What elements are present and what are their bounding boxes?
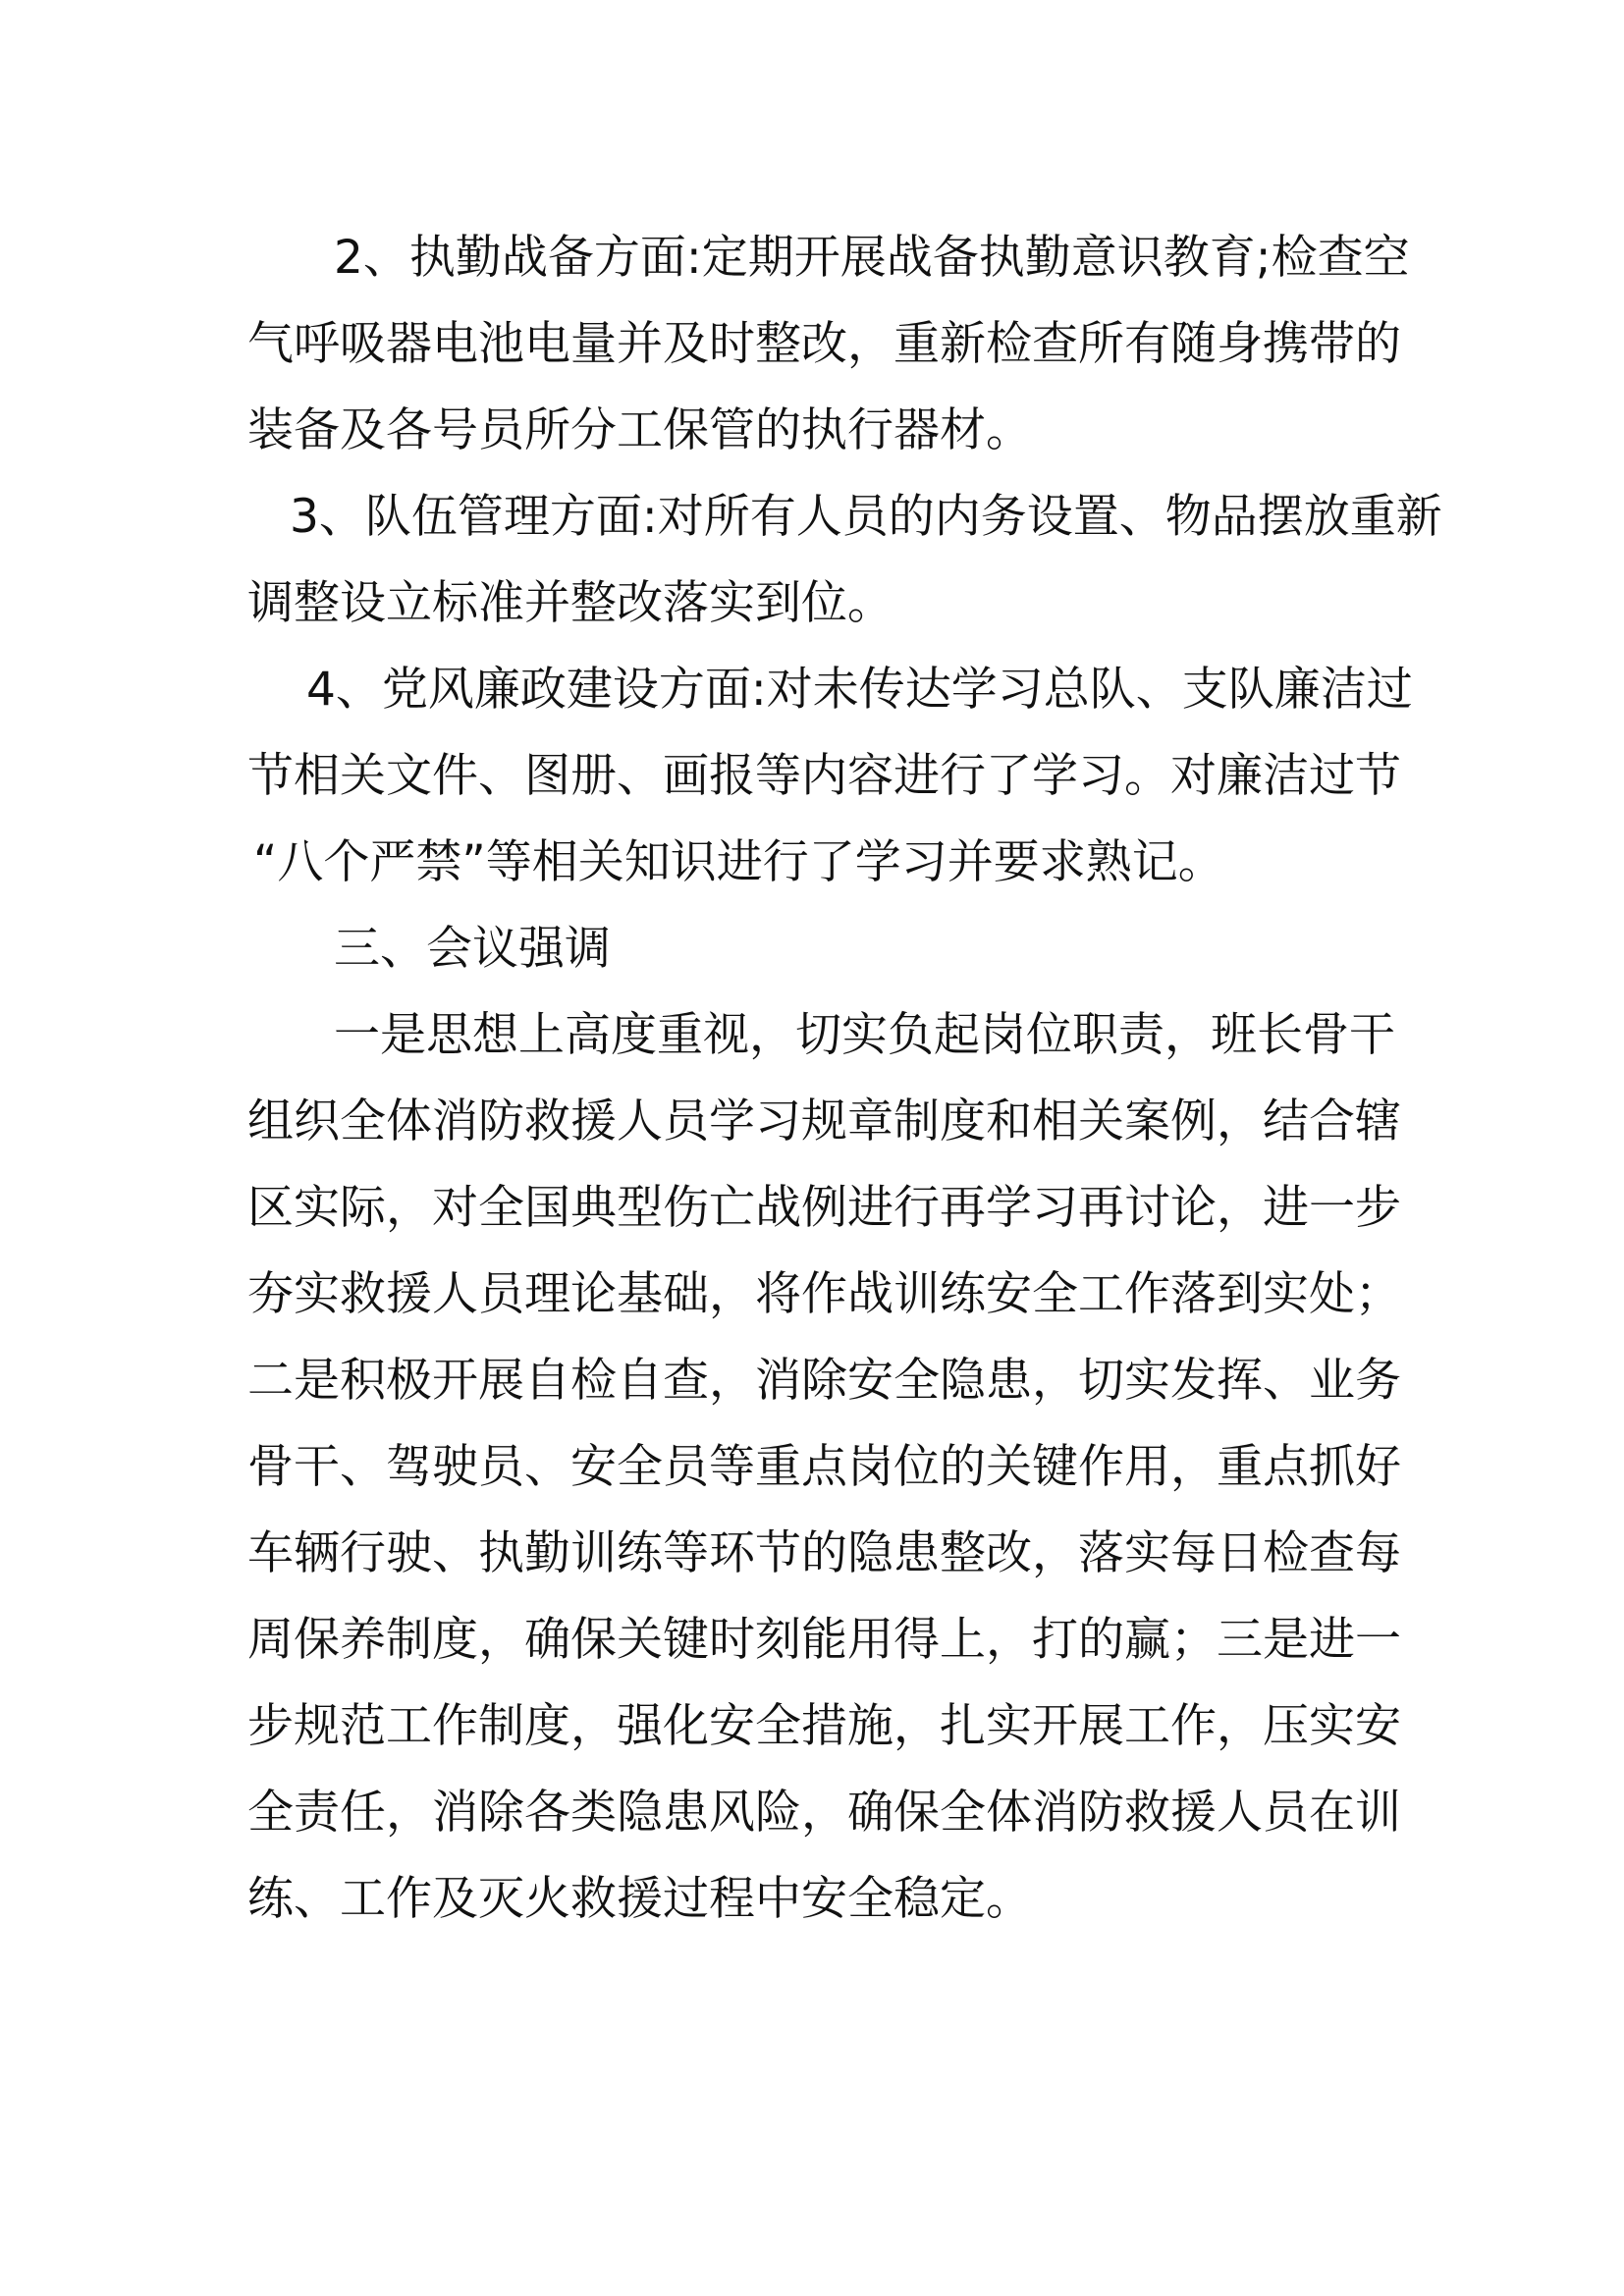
paragraph-line: 练、工作及灭火救援过程中安全稳定。 — [247, 1872, 1032, 1926]
paragraph-line: 节相关文件、图册、画报等内容进行了学习。对廉洁过节 — [247, 749, 1401, 803]
paragraph-line: 4、党风廉政建设方面:对未传达学习总队、支队廉洁过 — [306, 663, 1413, 717]
paragraph-line: “八个严禁”等相关知识进行了学习并要求熟记。 — [253, 835, 1224, 889]
paragraph-line: 气呼吸器电池电量并及时整改，重新检查所有随身携带的 — [247, 317, 1401, 371]
paragraph-line: 3、队伍管理方面:对所有人员的内务设置、物品摆放重新 — [290, 490, 1442, 544]
paragraph-line: 装备及各号员所分工保管的执行器材。 — [247, 403, 1032, 457]
paragraph-line: 2、执勤战备方面:定期开展战备执勤意识教育;检查空 — [334, 231, 1410, 285]
paragraph-line: 二是积极开展自检自查，消除安全隐患，切实发挥、业务 — [247, 1354, 1401, 1408]
paragraph-line: 周保养制度，确保关键时刻能用得上，打的赢；三是进一 — [247, 1613, 1401, 1667]
paragraph-line: 组织全体消防救援人员学习规章制度和相关案例，结合辖 — [247, 1095, 1401, 1148]
paragraph-line: 车辆行驶、执勤训练等环节的隐患整改，落实每日检查每 — [247, 1526, 1401, 1580]
paragraph-line: 调整设立标准并整改落实到位。 — [247, 576, 893, 630]
paragraph-line: 骨干、驾驶员、安全员等重点岗位的关键作用，重点抓好 — [247, 1440, 1401, 1494]
paragraph-line: 步规范工作制度，强化安全措施，扎实开展工作，压实安 — [247, 1699, 1401, 1753]
paragraph-line: 区实际，对全国典型伤亡战例进行再学习再讨论，进一步 — [247, 1181, 1401, 1235]
paragraph-line: 全责任，消除各类隐患风险，确保全体消防救援人员在训 — [247, 1786, 1401, 1840]
paragraph-line: 夯实救援人员理论基础，将作战训练安全工作落到实处； — [247, 1267, 1401, 1321]
paragraph-line: 一是思想上高度重视，切实负起岗位职责，班长骨干 — [334, 1008, 1395, 1062]
section-heading: 三、会议强调 — [334, 922, 611, 976]
